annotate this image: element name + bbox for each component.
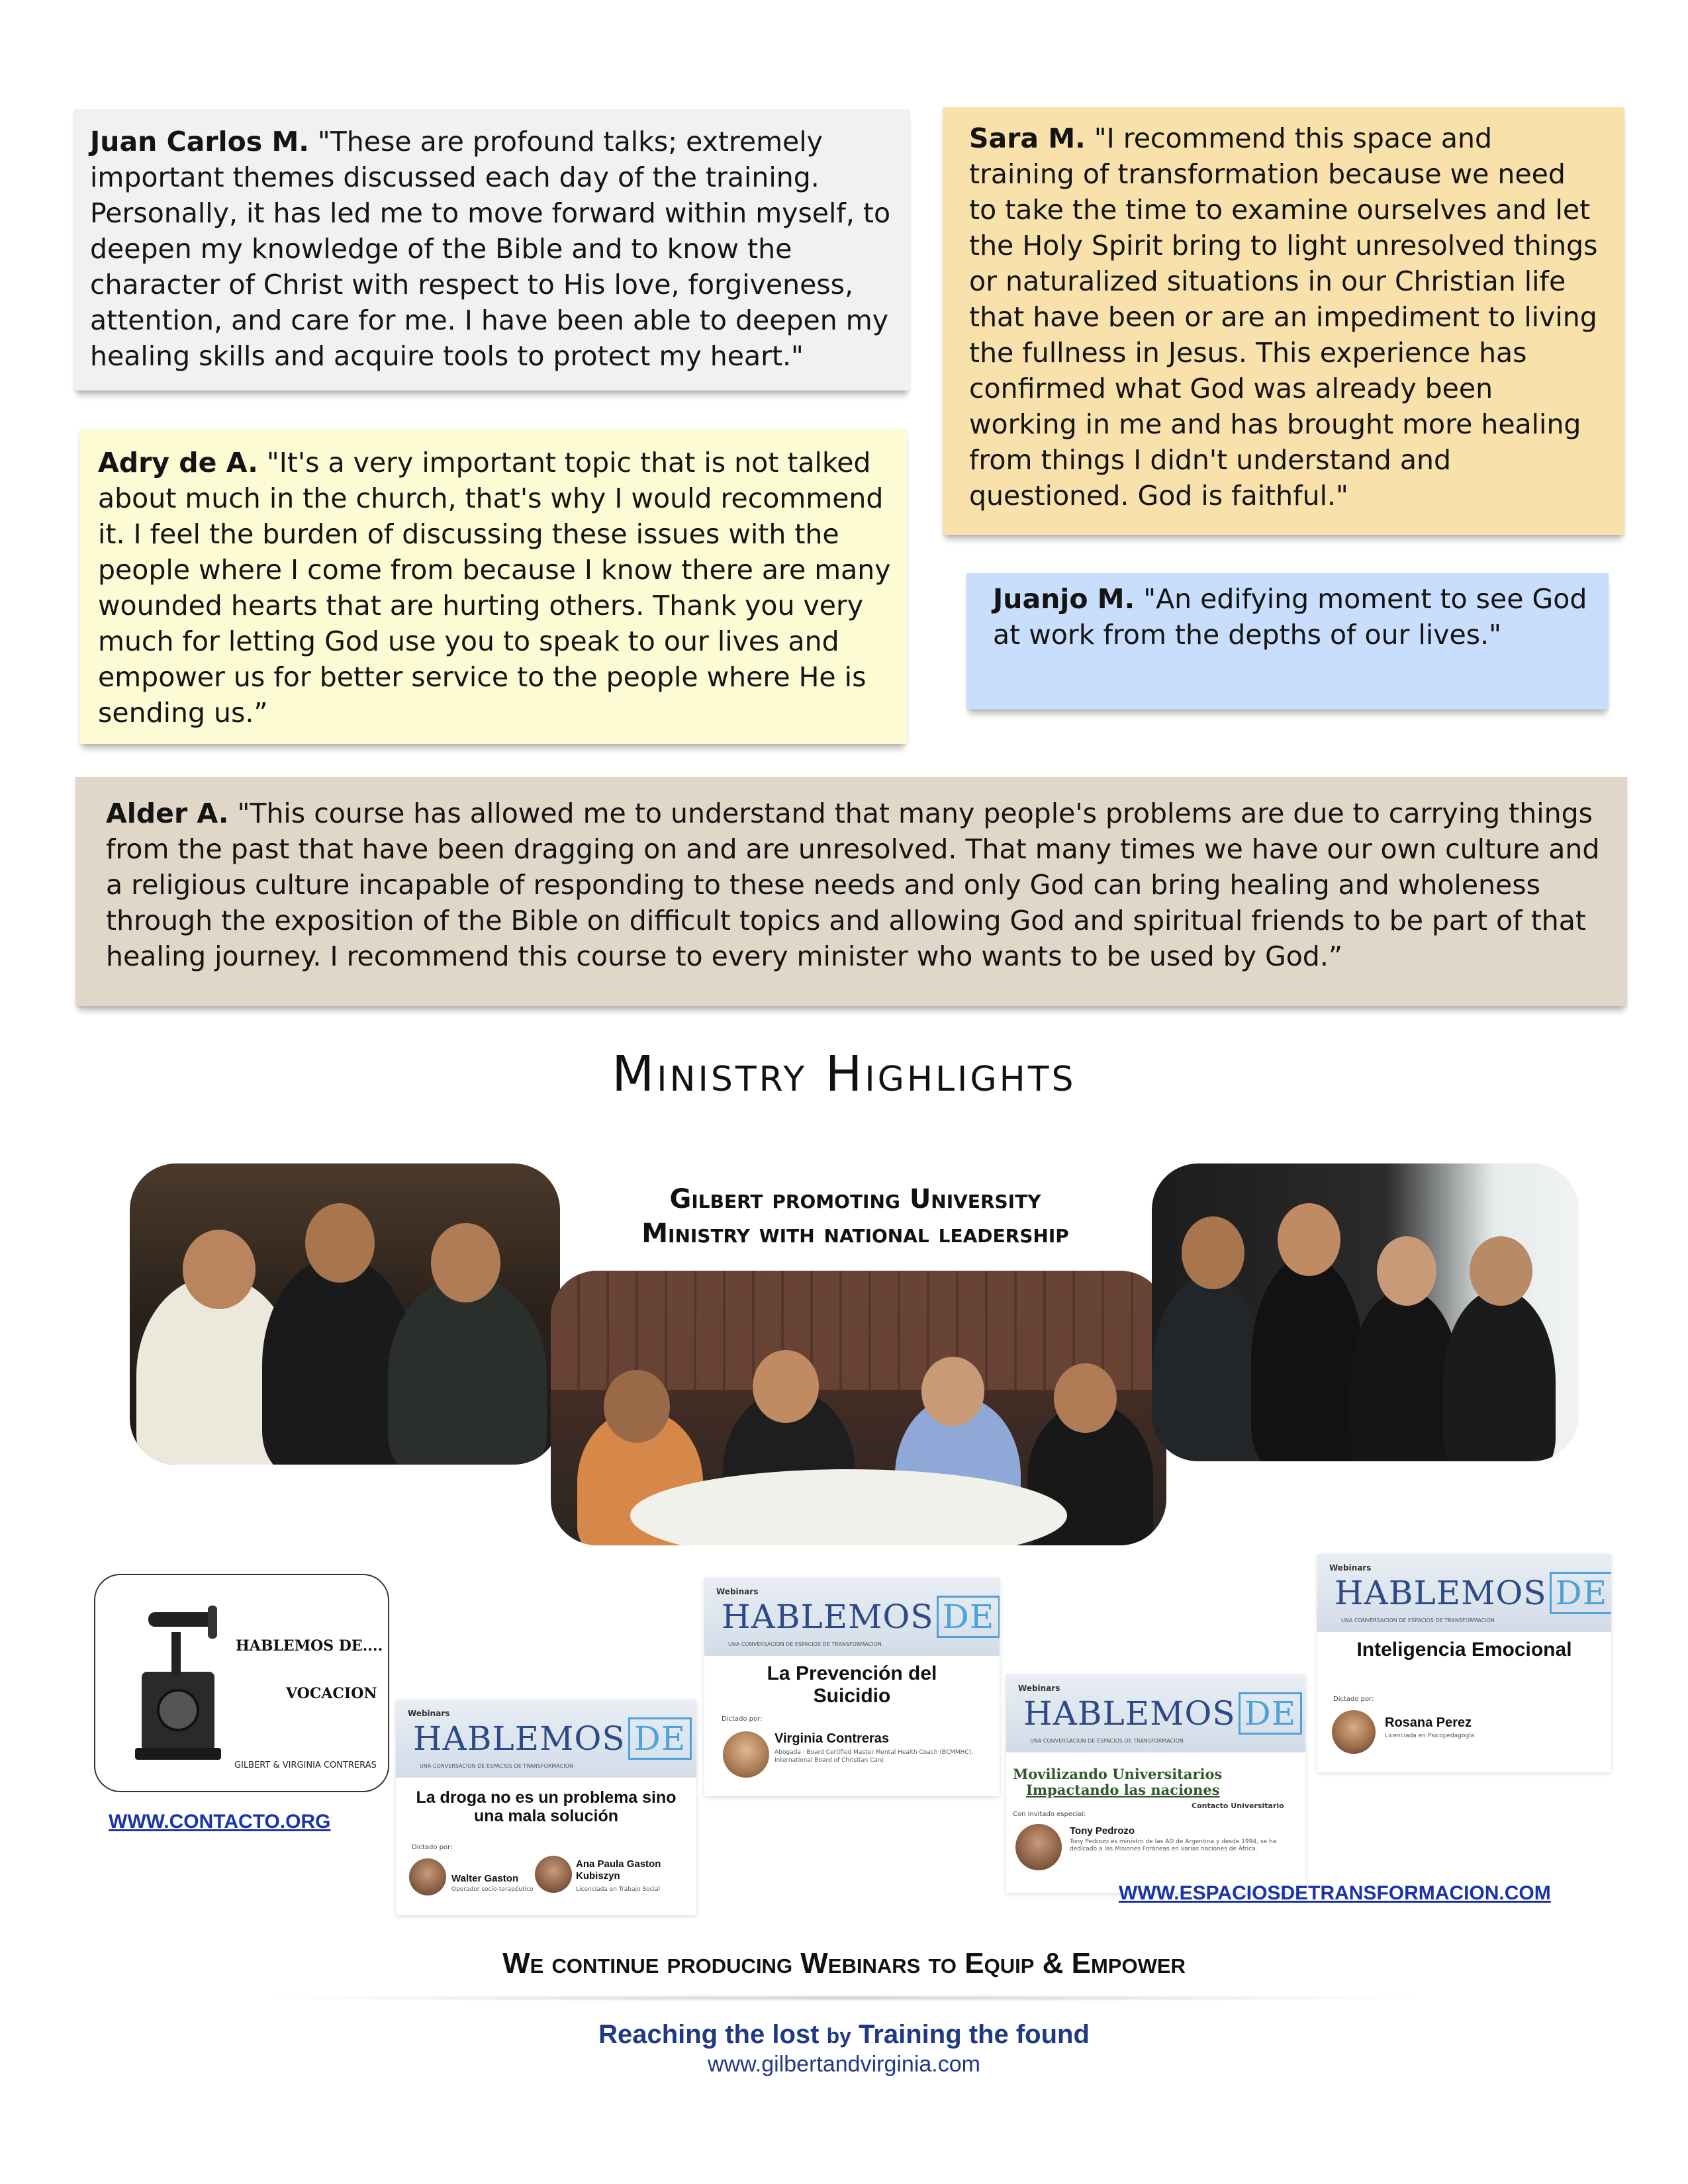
person-head bbox=[1470, 1236, 1532, 1306]
testimonial-alder bbox=[75, 777, 1627, 1006]
espacios-link[interactable]: WWW.ESPACIOSDETRANSFORMACION.COM bbox=[1119, 1882, 1551, 1904]
testimonial-author: Alder A. bbox=[106, 797, 229, 829]
brand-main: HABLEMOS bbox=[1335, 1574, 1547, 1612]
hablemos-logo bbox=[1023, 1694, 1302, 1733]
speaker-name: Walter Gaston bbox=[451, 1873, 519, 1884]
testimonial-juan-carlos bbox=[74, 109, 910, 390]
testimonial-quote: "These are profound talks; extremely important themes discussed each day of the training. Personally, it has led me to move forward within myself, to deepen my knowledge of the Bible and to know the character of Christ with respect to His love, forgiveness, attention, and care for me. I have been able to deepen my healing skills and acquire tools to protect my heart." bbox=[90, 126, 891, 372]
speaker-avatar bbox=[1015, 1824, 1062, 1870]
testimonial-author: Adry de A. bbox=[98, 447, 258, 478]
photo-three-men bbox=[130, 1163, 560, 1465]
person-figure bbox=[1251, 1256, 1364, 1461]
testimonial-author: Sara M. bbox=[969, 122, 1086, 154]
hablemos-logo bbox=[413, 1719, 692, 1758]
tagline-part: Reaching the lost bbox=[598, 2020, 820, 2049]
person-head bbox=[1278, 1203, 1340, 1276]
brand-main: HABLEMOS bbox=[1023, 1694, 1236, 1733]
webinar-label: Webinars bbox=[716, 1587, 759, 1596]
person-head bbox=[431, 1223, 500, 1302]
person-head bbox=[1377, 1236, 1436, 1306]
speaker-name: Virginia Contreras bbox=[774, 1731, 890, 1746]
webinar-title: La Prevención del Suicidio bbox=[767, 1662, 937, 1707]
section-title: Ministry Highlights bbox=[612, 1046, 1076, 1103]
testimonial-sara bbox=[943, 107, 1624, 535]
webinar-by: Dictado por: bbox=[722, 1715, 763, 1723]
website-url[interactable]: www.gilbertandvirginia.com bbox=[708, 2052, 980, 2077]
brand-main: HABLEMOS bbox=[413, 1719, 626, 1758]
webinar-label: Webinars bbox=[1329, 1563, 1372, 1572]
brand-de: DE bbox=[1550, 1572, 1611, 1614]
webinar-header bbox=[704, 1578, 1000, 1656]
speaker-role: Licenciada en Psicopedagogía bbox=[1385, 1733, 1475, 1739]
webinar-label: Webinars bbox=[1018, 1684, 1060, 1693]
brand-de: DE bbox=[937, 1596, 1000, 1638]
vocacion-title: HABLEMOS DE.... bbox=[236, 1637, 383, 1655]
brand-main: HABLEMOS bbox=[722, 1598, 934, 1636]
tagline-by: by bbox=[826, 2024, 851, 2048]
vocacion-subtitle: VOCACION bbox=[286, 1685, 377, 1702]
webinar-label: Webinars bbox=[408, 1709, 450, 1718]
tagline-part: Training the found bbox=[859, 2020, 1090, 2049]
webinar-title: Impactando las naciones bbox=[1026, 1782, 1220, 1798]
webinar-header bbox=[396, 1700, 696, 1778]
speaker-name: Tony Pedrozo bbox=[1070, 1825, 1135, 1837]
person-head bbox=[183, 1230, 256, 1309]
hablemos-logo bbox=[722, 1598, 1000, 1636]
speaker-name: Ana Paula Gaston Kubiszyn bbox=[576, 1858, 661, 1882]
person-head bbox=[305, 1203, 375, 1283]
webinar-header bbox=[1006, 1674, 1305, 1752]
person-figure bbox=[388, 1276, 547, 1465]
testimonial-quote: "I recommend this space and training of transformation because we need to take the time to examine ourselves and let the Holy Spirit bring to light unresolved things or naturalized situations in our Christian life that have been or are an impediment to living the fullness in Jesus. This experience has confirmed what God was already been working in me and has brought more healing from things I didn't understand and questioned. God is faithful." bbox=[969, 122, 1598, 512]
testimonial-quote: "This course has allowed me to understand that many people's problems are due to carrying things from the past that have been dragging on and are unresolved. That many times we have our own culture and a religious culture incapable of responding to these needs and only God can bring healing and wholeness through the exposition of the Bible on difficult topics and allowing God and spiritual friends to be part of that healing journey. I recommend this course to every minister who wants to be used by God.” bbox=[106, 797, 1600, 972]
webinar-by: Dictado por: bbox=[1333, 1696, 1374, 1703]
testimonial-adry bbox=[79, 429, 907, 744]
webinars-statement: We continue producing Webinars to Equip & Empower bbox=[502, 1947, 1186, 1979]
testimonial-juanjo bbox=[966, 573, 1609, 709]
webinar-inteligencia-card bbox=[1317, 1554, 1611, 1772]
person-figure bbox=[1443, 1289, 1556, 1461]
webinar-title: Movilizando Universitarios bbox=[1013, 1766, 1223, 1782]
speaker-avatar bbox=[723, 1731, 769, 1778]
person-figure bbox=[1152, 1276, 1264, 1461]
brand-sub: UNA CONVERSACION DE ESPACIOS DE TRANSFORMACION bbox=[728, 1641, 882, 1647]
webinar-suicidio-card bbox=[704, 1578, 1000, 1796]
brand-sub: UNA CONVERSACION DE ESPACIOS DE TRANSFORMACION bbox=[1341, 1617, 1495, 1623]
caption-line: Ministry with national leadership bbox=[641, 1218, 1069, 1249]
testimonial-author: Juan Carlos M. bbox=[90, 126, 309, 158]
webinar-title: La droga no es un problema sino una mala solución bbox=[416, 1788, 677, 1825]
webinar-header bbox=[1317, 1554, 1611, 1632]
vocacion-footer: GILBERT & VIRGINIA CONTRERAS bbox=[234, 1760, 377, 1770]
speaker-role: Licenciada en Trabajo Social bbox=[576, 1886, 661, 1893]
testimonial-author: Juanjo M. bbox=[993, 583, 1135, 615]
webinar-by: Dictado por: bbox=[412, 1844, 453, 1851]
testimonial-quote: "It's a very important topic that is not talked about much in the church, that's why I would recommend it. I feel the burden of discussing these issues with the people where I come from because I know there are many wounded hearts that are hurting others. Thank you very much for letting God use you to speak to our lives and empower us for better service to the people where He is sending us.” bbox=[98, 447, 891, 729]
contacto-link[interactable]: WWW.CONTACTO.ORG bbox=[109, 1811, 331, 1833]
webinar-vocacion-card bbox=[94, 1574, 389, 1792]
speaker-avatar bbox=[535, 1856, 572, 1893]
webinar-droga-card bbox=[396, 1700, 696, 1915]
brand-de: DE bbox=[1239, 1692, 1303, 1735]
speaker-role: Tony Pedrozo es ministro de las AD de Argentina y desde 1994, se ha dedicado a las Misiones Foráneas en varias naciones de África. bbox=[1070, 1839, 1277, 1852]
hablemos-logo bbox=[1335, 1574, 1611, 1612]
telephone-icon bbox=[122, 1592, 234, 1771]
tagline bbox=[0, 2020, 1688, 2050]
photo-four-men bbox=[1152, 1163, 1579, 1461]
person-head bbox=[604, 1370, 670, 1443]
webinar-title: Inteligencia Emocional bbox=[1356, 1639, 1572, 1661]
person-head bbox=[1182, 1216, 1244, 1289]
testimonial-quote: "An edifying moment to see God at work from the depths of our lives." bbox=[993, 583, 1587, 651]
speaker-role: Abogada · Board Certified Master Mental Health Coach (BCMMHC), International Board of Christian Care bbox=[774, 1749, 974, 1764]
brand-sub: UNA CONVERSACION DE ESPACIOS DE TRANSFORMACION bbox=[1030, 1738, 1184, 1744]
person-head bbox=[753, 1350, 819, 1423]
caption-line: Gilbert promoting University bbox=[669, 1184, 1041, 1214]
photo-meeting-table bbox=[551, 1271, 1166, 1545]
photo-caption bbox=[571, 1182, 1140, 1251]
webinar-universitarios-card bbox=[1006, 1674, 1305, 1893]
speaker-role: Operador socio-terapéutico bbox=[451, 1886, 534, 1893]
person-head bbox=[1054, 1363, 1117, 1433]
webinar-org: Contacto Universitario bbox=[1192, 1801, 1284, 1810]
brand-de: DE bbox=[628, 1717, 692, 1760]
speaker-avatar bbox=[1332, 1710, 1376, 1754]
webinar-by: Con invitado especial: bbox=[1013, 1811, 1086, 1818]
divider bbox=[252, 1995, 1436, 2001]
speaker-avatar bbox=[409, 1858, 446, 1895]
brand-sub: UNA CONVERSACION DE ESPACIOS DE TRANSFORMACION bbox=[420, 1763, 573, 1769]
person-head bbox=[921, 1357, 984, 1426]
speaker-name: Rosana Perez bbox=[1385, 1715, 1472, 1730]
